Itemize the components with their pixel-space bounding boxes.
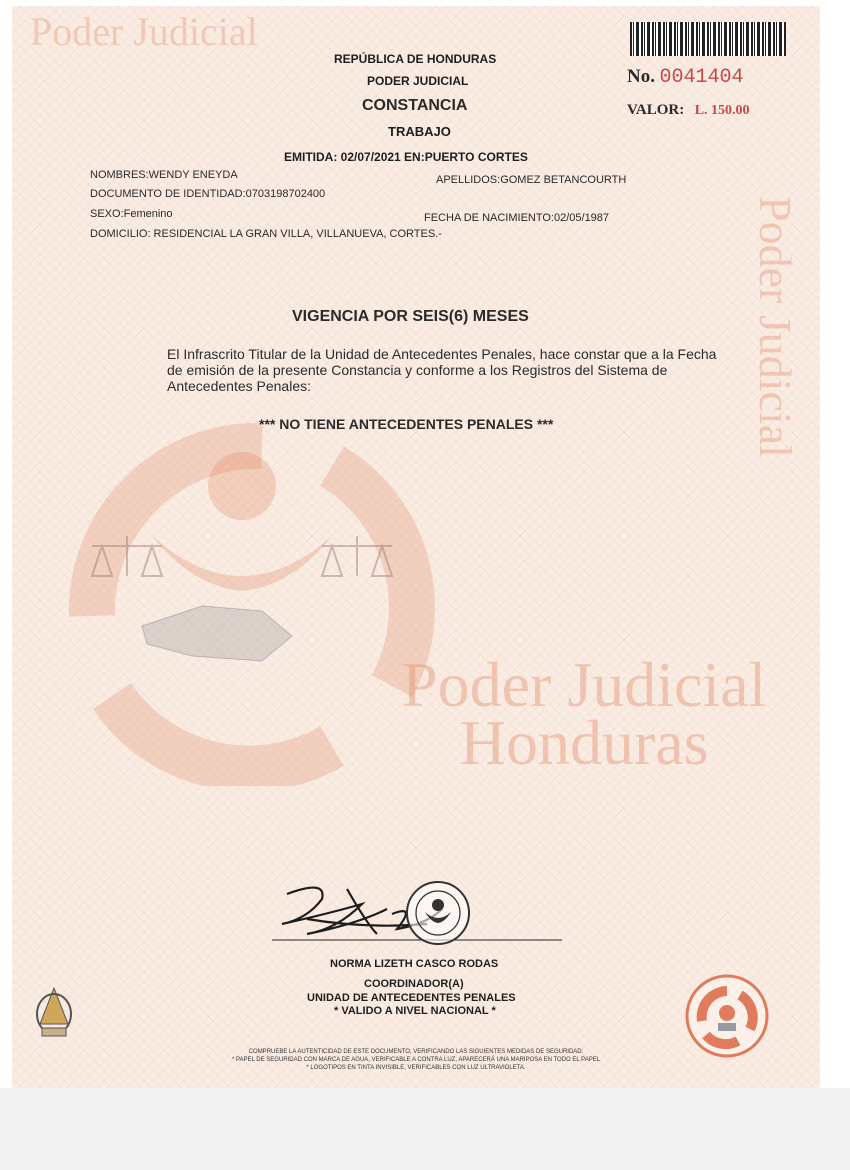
footer-line3: * LOGOTIPOS EN TINTA INVISIBLE, VERIFICABLES CON LUZ ULTRAVIOLETA. (306, 1065, 526, 1071)
barcode (630, 22, 786, 56)
header-branch: PODER JUDICIAL (367, 74, 469, 88)
field-sexo: SEXO:Femenino (90, 208, 173, 220)
serial-number (627, 66, 743, 89)
field-apellidos: APELLIDOS:GOMEZ BETANCOURTH (436, 174, 627, 186)
vigencia-heading: VIGENCIA POR SEIS(6) MESES (292, 308, 529, 325)
valor (627, 101, 750, 119)
watermark-big-line1: Poder Judicial (402, 649, 767, 720)
serial-label: No. (627, 66, 655, 87)
result-text: *** NO TIENE ANTECEDENTES PENALES *** (259, 416, 554, 432)
footer-line2: * PAPEL DE SEGURIDAD CON MARCA DE AGUA, VERIFICABLE A CONTRA LUZ, APARECERÁ UNA MARIPOSA EN TODO EL PAPEL (231, 1057, 601, 1063)
document-title: CONSTANCIA (362, 97, 468, 114)
valor-value: L. 150.00 (694, 103, 750, 118)
watermark-side: Poder Judicial (750, 196, 801, 458)
watermark-big-line2: Honduras (459, 707, 709, 778)
emblem-watermark-icon (32, 386, 472, 786)
poder-judicial-seal-icon (682, 971, 772, 1061)
field-nombres: NOMBRES:WENDY ENEYDA (90, 169, 238, 181)
document-sheet (12, 6, 820, 1088)
watermark-corner: Poder Judicial (30, 9, 258, 54)
issued-line: EMITIDA: 02/07/2021 EN:PUERTO CORTES (284, 150, 528, 164)
coat-of-arms-icon (32, 984, 76, 1040)
official-seal-icon (405, 880, 471, 946)
field-domicilio: DOMICILIO: RESIDENCIAL LA GRAN VILLA, VILLANUEVA, CORTES.- (90, 228, 442, 240)
field-nacimiento: FECHA DE NACIMIENTO:02/05/1987 (424, 212, 610, 224)
signatory-validity: * VALIDO A NIVEL NACIONAL * (334, 1005, 496, 1017)
signatory-unit: UNIDAD DE ANTECEDENTES PENALES (307, 992, 516, 1004)
header-republic: REPÚBLICA DE HONDURAS (334, 52, 497, 66)
document-purpose: TRABAJO (388, 124, 451, 139)
serial-value: 0041404 (659, 66, 744, 89)
statement-text: El Infrascrito Titular de la Unidad de Antecedentes Penales, hace constar que a la Fecha de emisión de la presente Constancia y conforme a los Registros del Sistema de Antecedentes Penales: (167, 346, 717, 394)
footer-line1: COMPRUEBE LA AUTENTICIDAD DE ESTE DOCUMENTO, VERIFICANDO LAS SIGUIENTES MEDIDAS DE SEGURIDAD: (248, 1049, 584, 1055)
scan-margin (0, 1088, 850, 1170)
signatory-role: COORDINADOR(A) (364, 978, 464, 990)
field-documento: DOCUMENTO DE IDENTIDAD:0703198702400 (90, 188, 326, 200)
signatory-name: NORMA LIZETH CASCO RODAS (330, 958, 499, 970)
valor-label: VALOR: (627, 102, 685, 118)
